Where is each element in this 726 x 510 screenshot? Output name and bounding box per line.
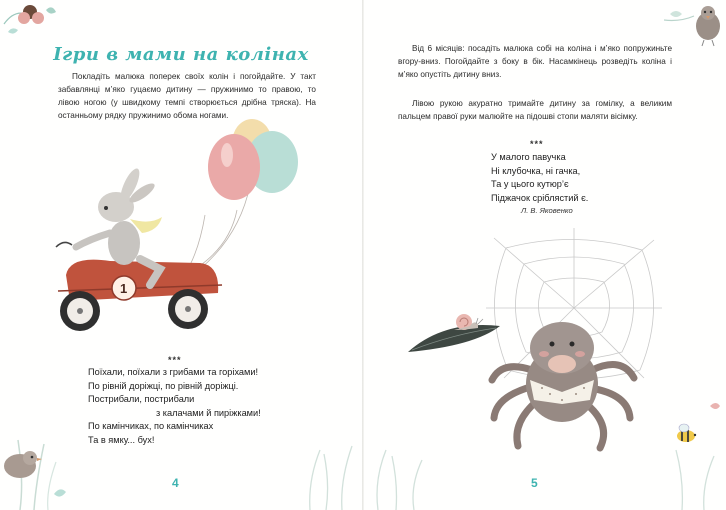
grass-left-icon xyxy=(290,410,362,510)
right-page xyxy=(364,0,726,510)
page-title: Ігри в мами на колінах xyxy=(53,44,309,65)
poem-separator: *** xyxy=(168,355,182,365)
poem-line: По камінчиках, по камінчиках xyxy=(88,421,214,431)
spider-icon xyxy=(472,300,652,460)
poem-right xyxy=(491,151,588,205)
instructions-paragraph-2: Лівою рукою акуратно тримайте дитину за гомілку, а великим пальцем правої руки малюйте на підошві стопи маляти вісімку. xyxy=(398,99,672,121)
poem-line: Поїхали, поїхали з грибами та горіхами! xyxy=(88,367,259,377)
car-number: 1 xyxy=(120,281,128,296)
grass-right-icon xyxy=(364,420,434,510)
instructions-paragraph-1: Від 6 місяців: посадіть малюка собі на коліна і м’яко попружиньте вгору-вниз. Погойдайте з боку в бік. Насамкінець розведіть коліна і м’яко опустіть дитину вниз. xyxy=(398,44,672,79)
poem-line: По рівній доріжці, по рівній доріжці. xyxy=(88,380,239,391)
poem-line: У малого павучка xyxy=(491,152,566,162)
left-page xyxy=(0,0,362,510)
poem-author: Л. В. Яковенко xyxy=(521,206,573,215)
poem-line: з калачами й пиріжками! xyxy=(156,407,261,418)
poem-separator: *** xyxy=(530,139,544,149)
page-number: 4 xyxy=(172,476,179,490)
bee-icon xyxy=(664,400,726,510)
corner-floral-left-icon xyxy=(0,0,60,40)
game-instructions: Покладіть малюка поперек своїх колін і погойдайте. У такт забавлянці м’яко гуцаємо дитину — пружинимо то правою, то лівою ногою (у швидкому темпі створюється дрібна тряска). На останньому рядку пружинимо обома ногами. xyxy=(58,72,316,120)
poem-line: Та у цього кутюр’є xyxy=(491,179,569,189)
poem-left xyxy=(88,366,261,447)
bunny-body xyxy=(108,221,140,265)
bird-top-right-icon xyxy=(664,0,726,60)
bunny-in-car-icon xyxy=(50,115,310,345)
poem-line: Пострибали, пострибали xyxy=(88,394,195,404)
balloon-pink xyxy=(208,134,260,200)
poem-line: Піджачок сріблястий є. xyxy=(491,192,589,203)
poem-line: Ні клубочка, ні гачка, xyxy=(491,165,581,176)
poem-line: Та в ямку... бух! xyxy=(88,434,155,445)
page-number: 5 xyxy=(531,476,538,490)
bird-icon xyxy=(0,410,70,510)
